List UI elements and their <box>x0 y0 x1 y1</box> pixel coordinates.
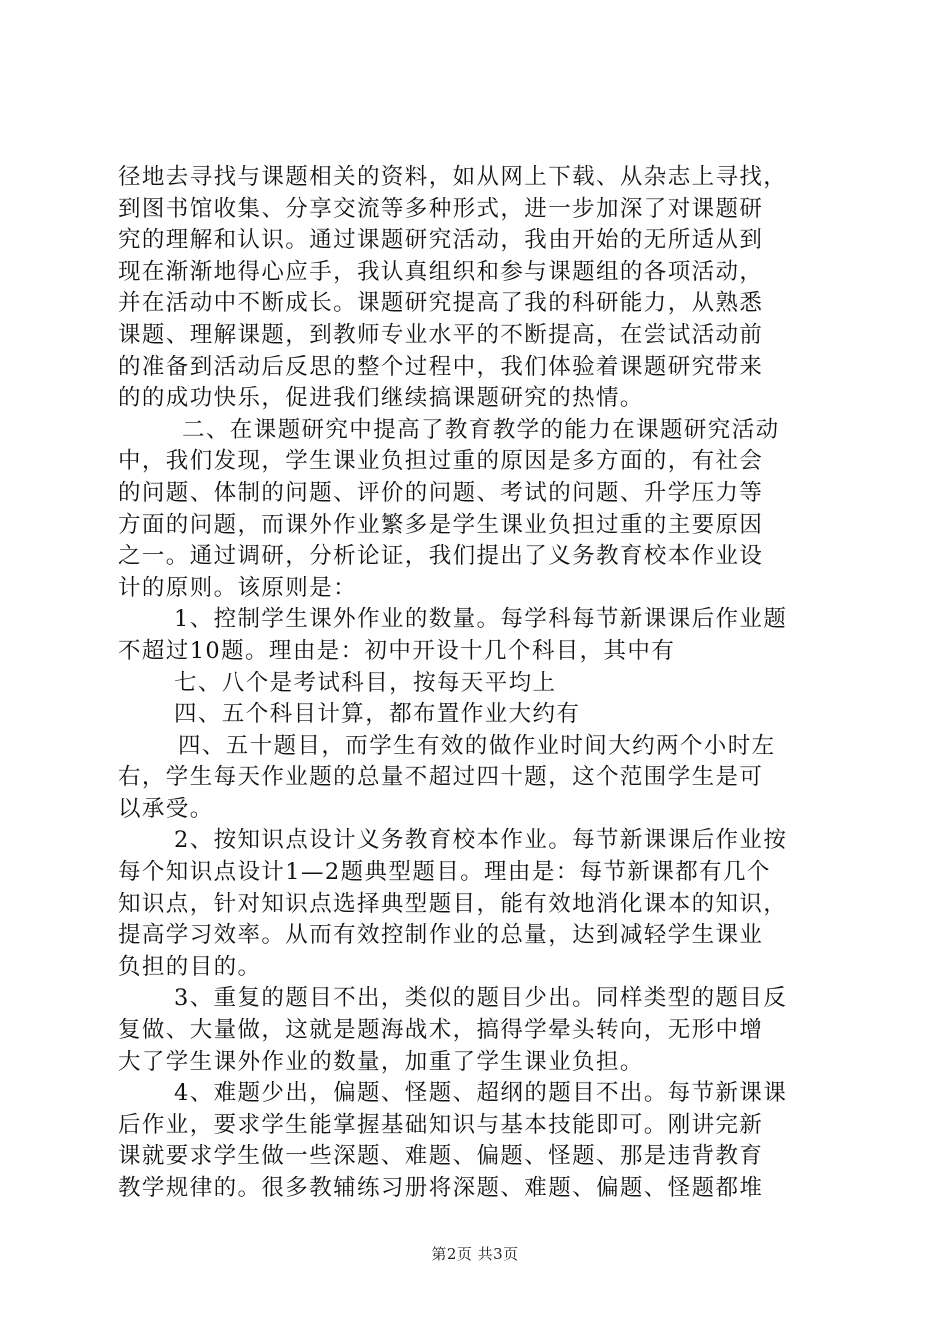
page-footer: 第2页 共3页 <box>431 1245 519 1263</box>
text-line: 之一。通过调研，分析论证，我们提出了义务教育校本作业设 <box>118 543 764 570</box>
text-line: 二、在课题研究中提高了教育教学的能力在课题研究活动 <box>182 416 780 443</box>
text-line: 1、控制学生课外作业的数量。每学科每节新课课后作业题 <box>174 606 788 633</box>
text-line: 到图书馆收集、分享交流等多种形式，进一步加深了对课题研 <box>118 195 764 222</box>
text-line: 负担的目的。 <box>118 953 262 980</box>
text-line: 径地去寻找与课题相关的资料，如从网上下载、从杂志上寻找， <box>118 164 788 190</box>
text-line: 并在活动中不断成长。课题研究提高了我的科研能力，从熟悉 <box>118 290 764 317</box>
text-line: 大了学生课外作业的数量，加重了学生课业负担。 <box>118 1048 644 1075</box>
text-line: 究的理解和认识。通过课题研究活动，我由开始的无所适从到 <box>118 227 764 254</box>
text-line: 中，我们发现，学生课业负担过重的原因是多方面的，有社会 <box>118 448 764 475</box>
text-line: 课题、理解课题，到教师专业水平的不断提高，在尝试活动前 <box>118 321 764 348</box>
text-line: 3、重复的题目不出，类似的题目少出。同样类型的题目反 <box>174 985 788 1012</box>
text-line: 的的成功快乐，促进我们继续搞课题研究的热情。 <box>118 385 644 412</box>
text-line: 四、五个科目计算，都布置作业大约有 <box>174 701 581 728</box>
document-body <box>118 162 833 1205</box>
text-line: 四、五十题目，而学生有效的做作业时间大约两个小时左 <box>178 732 776 759</box>
text-line: 课就要求学生做一些深题、难题、偏题、怪题、那是违背教育 <box>118 1143 764 1170</box>
text-line: 教学规律的。很多教辅练习册将深题、难题、偏题、怪题都堆 <box>118 1175 764 1201</box>
text-line: 复做、大量做，这就是题海战术，搞得学晕头转向，无形中增 <box>118 1017 764 1044</box>
text-line: 提高学习效率。从而有效控制作业的总量，达到减轻学生课业 <box>118 922 764 949</box>
text-line: 后作业，要求学生能掌握基础知识与基本技能即可。刚讲完新 <box>118 1111 764 1138</box>
text-line: 不超过10题。理由是：初中开设十几个科目，其中有 <box>118 637 676 664</box>
text-line: 4、难题少出，偏题、怪题、超纲的题目不出。每节新课课 <box>174 1080 788 1107</box>
text-line: 计的原则。该原则是： <box>118 574 358 601</box>
text-line: 每个知识点设计1—2题典型题目。理由是：每节新课都有几个 <box>118 859 771 886</box>
text-line: 知识点，针对知识点选择典型题目，能有效地消化课本的知识， <box>118 890 788 917</box>
text-line: 2、按知识点设计义务教育校本作业。每节新课课后作业按 <box>174 827 788 854</box>
text-line: 的准备到活动后反思的整个过程中，我们体验着课题研究带来 <box>118 353 764 380</box>
text-line: 现在渐渐地得心应手，我认真组织和参与课题组的各项活动， <box>118 258 764 285</box>
text-line: 以承受。 <box>118 795 214 822</box>
text-line: 右，学生每天作业题的总量不超过四十题，这个范围学生是可 <box>118 764 764 791</box>
text-line: 七、八个是考试科目，按每天平均上 <box>174 669 557 696</box>
text-line: 的问题、体制的问题、评价的问题、考试的问题、升学压力等 <box>118 479 764 506</box>
text-line: 方面的问题，而课外作业繁多是学生课业负担过重的主要原因 <box>118 511 764 538</box>
